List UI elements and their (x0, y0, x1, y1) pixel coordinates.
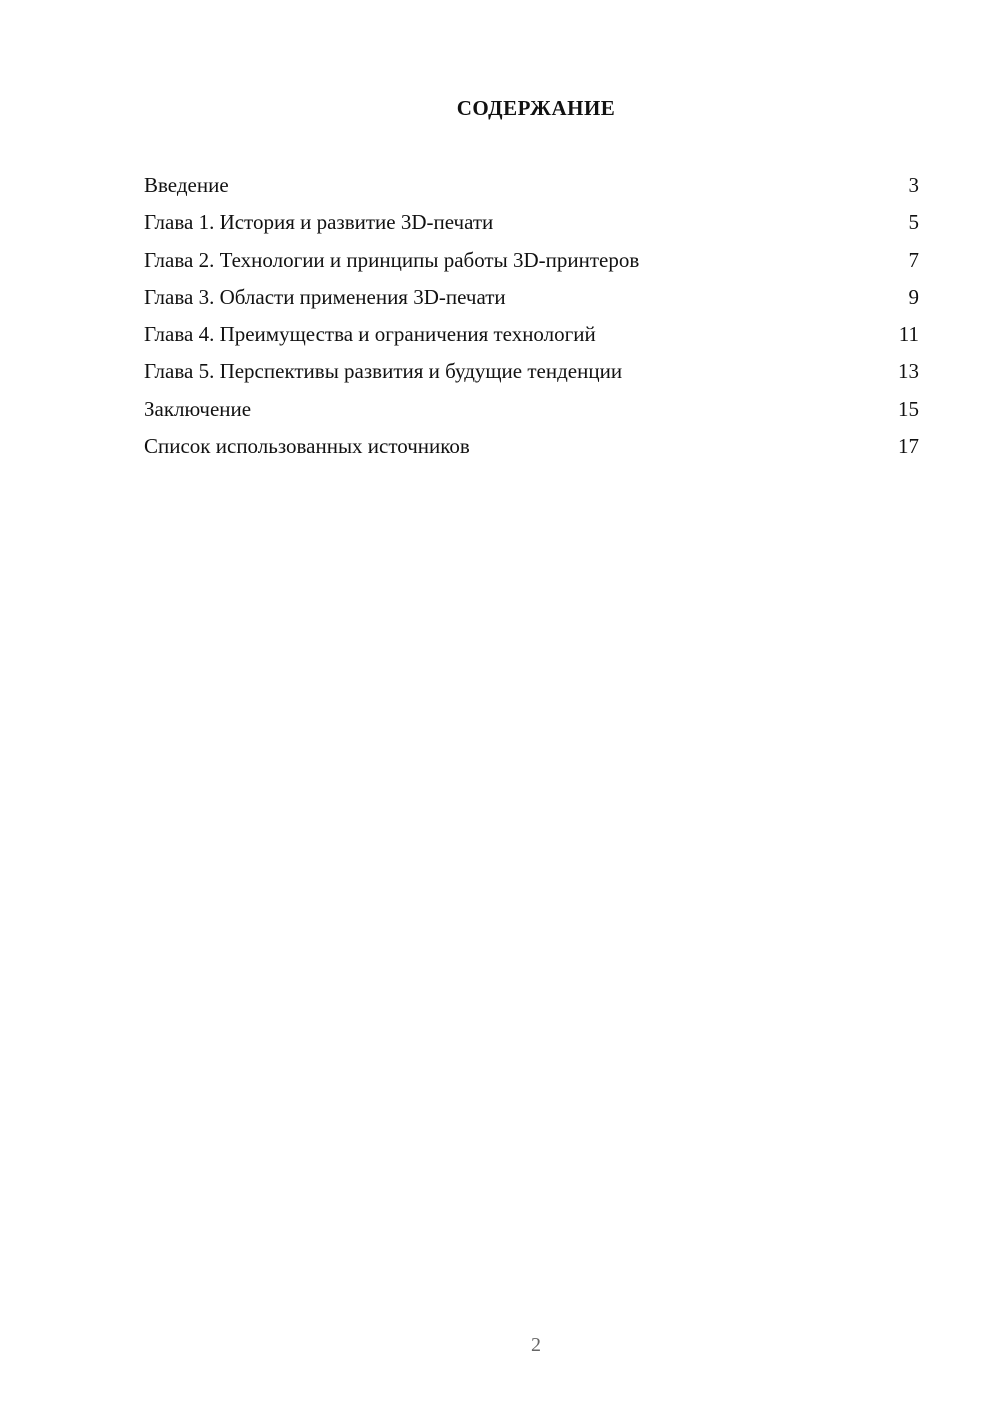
toc-heading: СОДЕРЖАНИЕ (456, 96, 616, 120)
toc-entry-label: Введение (144, 173, 229, 197)
page-number: 2 (531, 1334, 541, 1356)
toc-entry-page: 15 (898, 396, 919, 421)
toc-entry-page: 11 (898, 322, 919, 347)
toc-entry-page: 13 (898, 359, 919, 384)
toc-entry-conclusion (144, 394, 919, 431)
toc-entry-label: Глава 4. Преимущества и ограничения технологий (144, 322, 596, 347)
toc-entry-page: 5 (908, 210, 919, 235)
toc-entry-chapter-5 (144, 356, 919, 393)
toc-entry-chapter-1 (144, 207, 919, 244)
toc-entry-page: 3 (908, 173, 919, 197)
toc-entry-label: Заключение (144, 396, 252, 421)
toc-entry-label: Глава 1. История и развитие 3D-печати (144, 210, 494, 235)
toc-entry-chapter-3 (144, 282, 919, 319)
toc-entry-label: Глава 5. Перспективы развития и будущие тенденции (144, 359, 623, 384)
toc-entry-references (144, 431, 919, 468)
toc-entry-page: 9 (908, 284, 919, 309)
toc-entry-chapter-2 (144, 245, 919, 282)
toc-entry-page: 7 (908, 247, 919, 272)
toc-entry-chapter-4 (144, 319, 919, 356)
toc-entry-label: Глава 3. Области применения 3D-печати (144, 284, 506, 309)
toc-entry-introduction (144, 170, 919, 207)
toc-entry-label: Глава 2. Технологии и принципы работы 3D-принтеров (144, 247, 640, 272)
table-of-contents (144, 170, 919, 468)
toc-entry-label: Список использованных источников (144, 434, 470, 459)
toc-entry-page: 17 (898, 434, 919, 459)
